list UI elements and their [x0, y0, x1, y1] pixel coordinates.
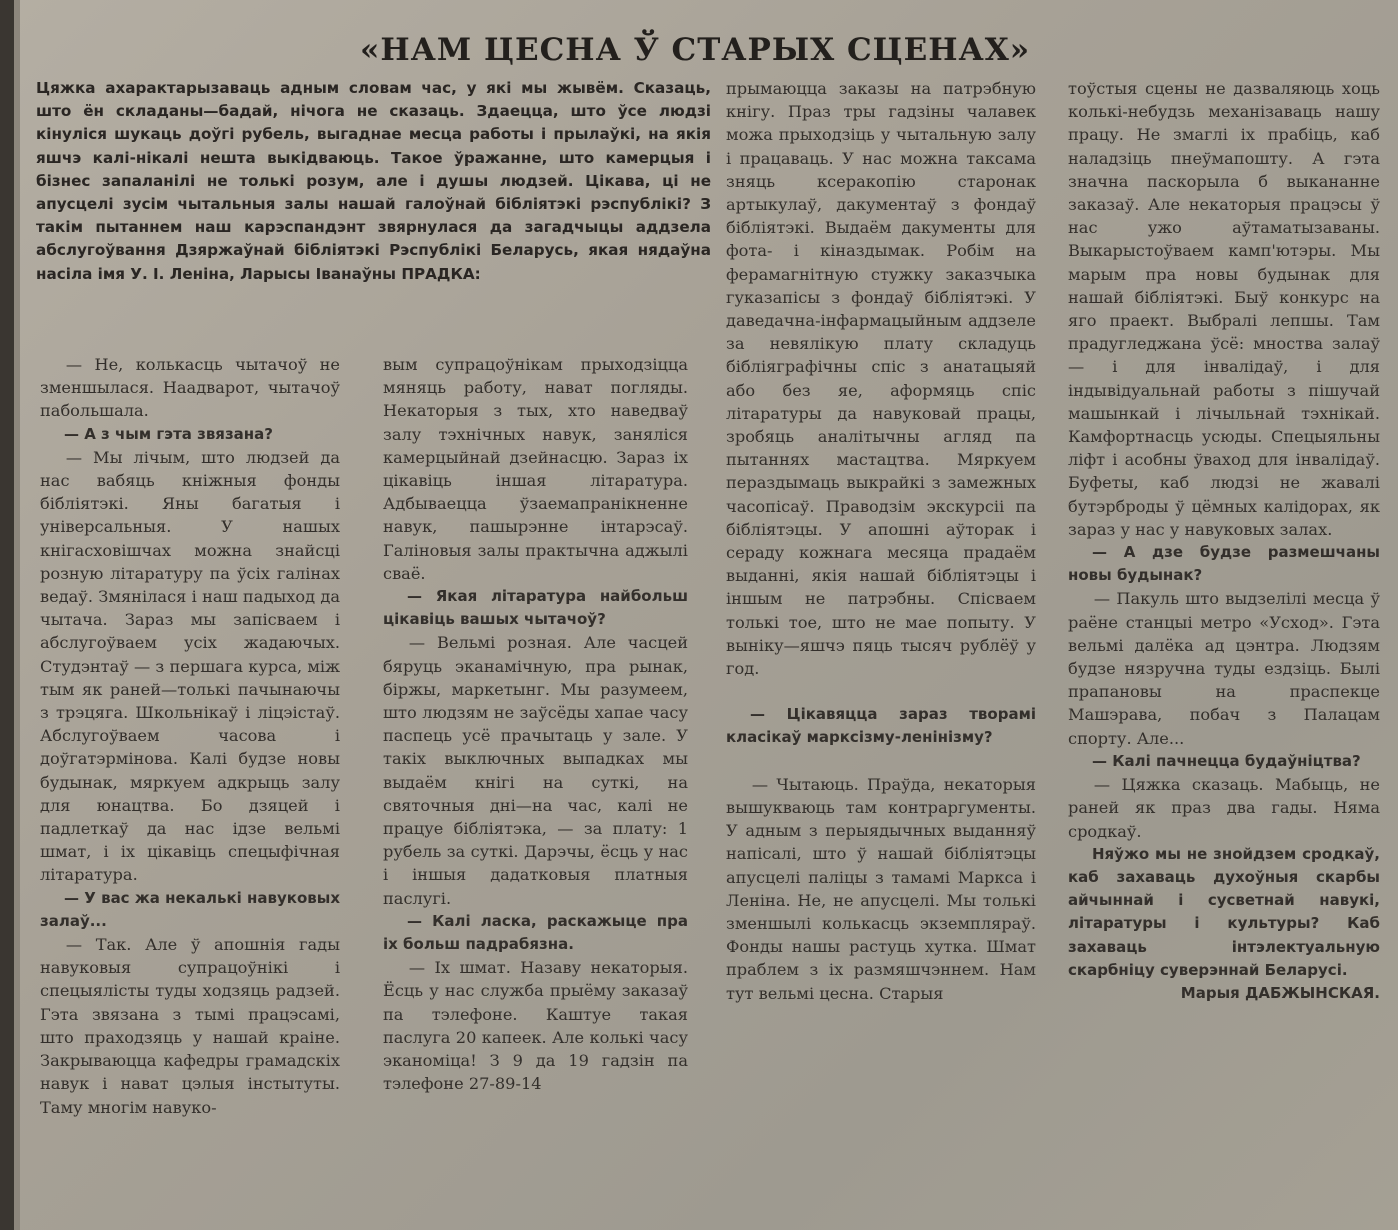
author-signature: Марыя ДАБЖЫНСКАЯ.	[1180, 983, 1380, 1002]
text-column-4	[1068, 77, 1380, 1217]
interview-question: — Цікавяцца зараз творамі класікаў марксізму-ленінізму?	[726, 705, 1036, 747]
article-paragraph: — Пакуль што выдзелілі месца ў раёне станцыі метро «Усход». Гэта вельмі далёка ад цэнтра. Людзям будзе нязручна туды ездзіць. Былі прапановы на праспекце Машэрава, побач з Палацам спорту. Але...	[1068, 589, 1380, 748]
interview-question: — А дзе будзе размешчаны новы будынак?	[1068, 543, 1380, 585]
interview-question: — У вас жа некалькі навуковых залаў...	[40, 888, 340, 930]
article-lead	[36, 77, 711, 332]
article-paragraph: вым супрацоўнікам прыходзіцца мяняць работу, нават погляды. Некаторыя з тых, хто наведваў залу тэхнічных навук, заняліся камерцыйнай дзейнасцю. Зараз іх цікавіць іншая літаратура. Адбываецца ўзаемапранікненне навук, пашырэнне інтарэсаў. Галіновыя залы практычна аджылі сваё.	[383, 355, 688, 583]
page-edge-shadow	[0, 0, 14, 1230]
article-paragraph: — Не, колькасць чытачоў не зменшылася. Наадварот, чытачоў пабольшала.	[40, 355, 340, 421]
article-paragraph: — Вельмі розная. Але часцей бяруць эканамічную, пра рынак, біржы, маркетынг. Мы разумеем, што людзям не заўсёды хапае часу паспець усё прачытаць у зале. У такіх выключных выпадках мы выдаём кнігі на суткі, на святочныя дні—на час, калі не працуе бібліятэка, — за плату: 1 рубель за суткі. Дарэчы, ёсць у нас і іншыя дадатковыя платныя паслугі.	[383, 633, 688, 908]
article-paragraph: — Іх шмат. Назаву некаторыя. Ёсць у нас служба прыёму заказаў па тэлефоне. Каштуе такая паслуга 20 капеек. Але колькі часу эканоміца! З 9 да 19 гадзін па тэлефоне 27-89-14	[383, 958, 688, 1094]
article-paragraph: прымаюцца заказы на патрэбную кнігу. Праз тры гадзіны чалавек можа прыходзіць у чытальную залу і працаваць. У нас можна таксама зняць ксеракопію старонак артыкулаў, дакументаў з фондаў бібліятэкі. Выдаём дакументы для фота- і кіназдымак. Робім на ферамагнітную стужку заказчыка гуказапісы з фондаў бібліятэкі. У даведачна-інфармацыйным аддзеле за невялікую плату складуць бібліяграфічны спіс з анатацыяй або без яе, аформяць спіс літаратуры да навуковай працы, зробяць аналітычны агляд па пытаннях мастацтва. Мяркуем пераздымаць выкрайкі з замежных часопісаў. Праводзім экскурсіі па бібліятэцы. У апошні аўторак і сераду кожнага месяца прадаём выданні, якія нашай бібліятэцы і іншым не патрэбны. Спісваем толькі тое, што не мае попыту. У выніку—яшчэ пяць тысяч рублёў у год.	[726, 79, 1036, 679]
lead-paragraph: Цяжка ахарактарызаваць адным словам час, у які мы жывём. Сказаць, што ён складаны—бадай, нічога не сказаць. Здаецца, што ўсе людзі кінуліся шукаць доўгі рубель, выгаднае месца работы і прылаўкі, на якія яшчэ калі-нікалі нешта выкідваюць. Такое ўражанне, што камерцыя і бізнес запаланілі не толькі розум, але і душы людзей. Цікава, ці не апусцелі зусім чытальныя залы нашай галоўнай бібліятэкі рэспублікі? З такім пытаннем наш карэспандэнт звярнулася да загадчыцы аддзела абслугоўвання Дзяржаўнай бібліятэкі Рэспублікі Беларусь, якая нядаўна насіла імя У. І. Леніна, Ларысы Іванаўны ПРАДКА:	[36, 79, 711, 283]
interview-question: — Калі ласка, раскажыце пра іх больш падрабязна.	[383, 911, 688, 954]
interview-question: — Калі пачнецца будаўніцтва?	[1092, 751, 1361, 770]
interview-question: — Якая літаратура найбольш цікавіць вашых чытачоў?	[383, 587, 688, 629]
article-paragraph: — Так. Але ў апошнія гады навуковыя супрацоўнікі і спецыялісты туды ходзяць радзей. Гэта звязана з тымі працэсамі, што праходзяць у нашай краіне. Закрываюцца кафедры грамадскіх навук і нават цэлыя інстытуты. Таму многім навуко-	[40, 935, 340, 1117]
article-paragraph: — Мы лічым, што людзей да нас вабяць кніжныя фонды бібліятэкі. Яны багатыя і універсальныя. У нашых кнігасховішчах можна знайсці розную літаратуру па ўсіх галінах ведаў. Змянілася і наш падыход да чытача. Зараз мы запісваем і абслугоўваем усіх жадаючых. Студэнтаў — з першага курса, між тым як раней—толькі пачынаючы з трэцяга. Школьнікаў і ліцэістаў. Абслугоўваем часова і доўгатэрмінова. Калі будзе новы будынак, мяркуем адкрыць залу для юнацтва. Бо дзяцей і падлеткаў да нас ідзе вельмі шмат, і іх цікавіць спецыфічная літаратура.	[40, 447, 340, 885]
article-paragraph: — Чытаюць. Праўда, некаторыя вышукваюць там контраргументы. У адным з перыядычных выданняў напісалі, што ў нашай бібліятэцы апусцелі паліцы з тамамі Маркса і Леніна. Не, не апусцелі. Мы толькі зменшылі колькасць экземпляраў. Фонды нашы растуць хутка. Шмат праблем з іх размяшчэннем. Нам тут вельмі цесна. Старыя	[726, 774, 1036, 1003]
interview-question: Няўжо мы не знойдзем сродкаў, каб захаваць духоўныя скарбы айчыннай і сусветнай навукі, літаратуры і культуры? Каб захаваць інтэлектуальную скарбніцу суверэннай Беларусі.	[1068, 844, 1380, 979]
page-edge	[14, 0, 20, 1230]
article-paragraph: — Цяжка сказаць. Мабыць, не раней як праз два гады. Няма сродкаў.	[1068, 775, 1380, 841]
interview-question: — А з чым гэта звязана?	[64, 424, 273, 443]
text-column-3	[726, 77, 1036, 1217]
text-column-1	[40, 353, 340, 1213]
article-headline: «НАМ ЦЕСНА Ў СТАРЫХ СЦЕНАХ»	[360, 32, 1031, 68]
article-paragraph: тоўстыя сцены не дазваляюць хоць колькі-небудзь механізаваць нашу працу. Не змаглі іх прабіць, каб наладзіць пнеўмапошту. А гэта значна паскорыла б выкананне заказаў. Але некаторыя працэсы ў нас ужо аўтаматызаваны. Выкарыстоўваем камп'ютэры. Мы марым пра новы будынак для нашай бібліятэкі. Быў конкурс на яго праект. Выбралі лепшы. Там прадугледжана ўсё: мноства залаў — і для інвалідаў, і для індывідуальнай работы з пішучай машынкай і лічыльнай тэхнікай. Камфортнасць усюды. Спецыяльны ліфт і асобны ўваход для інвалідаў. Буфеты, каб людзі не жавалі бутэрброды ў цёмных калідорах, як зараз у нас у навуковых залах.	[1068, 79, 1380, 539]
text-column-2	[383, 353, 688, 1213]
